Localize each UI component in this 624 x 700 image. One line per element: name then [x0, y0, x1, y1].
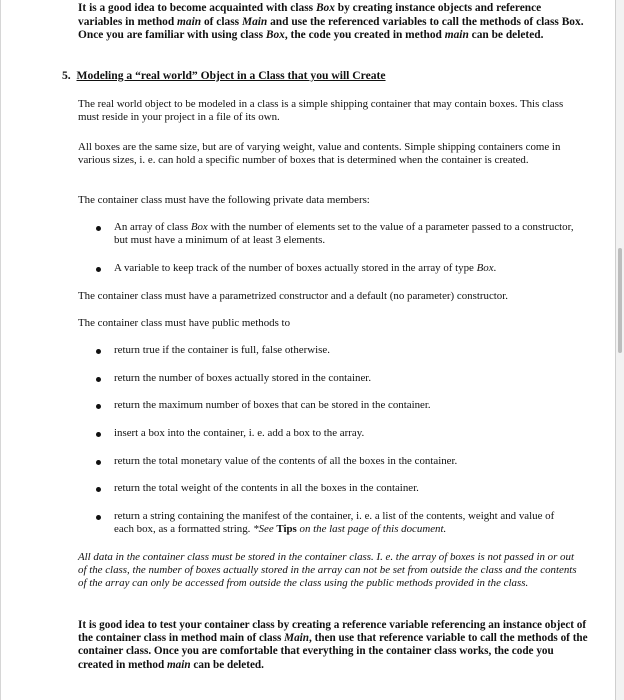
paragraph-boxes: All boxes are the same size, but are of varying weight, value and contents. Simple shipping containers come in various sizes, i. e. can hold a specific number of boxes that is determined when the container is created.	[78, 141, 561, 166]
bullet-dot	[96, 432, 101, 437]
method-max: return the maximum number of boxes that can be stored in the container.	[114, 399, 431, 411]
closing-paragraph: It is good idea to test your container class by creating a reference variable referencing an instance object of the container class in method main of class Main, then use that reference variable to call the methods of the container class. Once you are comfortable that everything in the container class works, the code you created in method main can be deleted.	[78, 619, 588, 671]
method-manifest: return a string containing the manifest of the container, i. e. a list of the contents, weight and value of each box, as a formatted string. *See Tips on the last page of this document.	[114, 510, 555, 535]
method-is-full: return true if the container is full, false otherwise.	[114, 344, 330, 356]
method-total-value: return the total monetary value of the contents of all the boxes in the container.	[114, 455, 458, 467]
intro-box-ref: Box	[315, 2, 335, 14]
paragraph-real-world: The real world object to be modeled in a class is a simple shipping container that may contain boxes. This class must reside in your project in a file of its own.	[78, 98, 564, 123]
intro-paragraph	[78, 2, 588, 43]
method-total-weight: return the total weight of the contents in all the boxes in the container.	[114, 482, 419, 494]
intro-text: , the code you created in method	[284, 29, 445, 42]
intro-box-ref: Box	[265, 29, 285, 42]
section-heading	[62, 69, 386, 83]
data-member-count: A variable to keep track of the number of boxes actually stored in the array of type Box.	[114, 262, 497, 274]
bullet-dot	[96, 226, 101, 231]
paragraph-data-members: The container class must have the following private data members:	[78, 194, 370, 206]
bullet-dot	[96, 460, 101, 465]
method-insert: insert a box into the container, i. e. add a box to the array.	[114, 427, 365, 439]
method-count: return the number of boxes actually stored in the container.	[114, 372, 372, 384]
bullet-dot	[96, 267, 101, 272]
intro-main-ref: main	[444, 29, 469, 42]
section-number: 5.	[62, 69, 71, 82]
bullet-dot	[96, 377, 101, 382]
intro-text: It is a good idea to become acquainted with class	[78, 2, 316, 14]
paragraph-constructors: The container class must have a parametrized constructor and a default (no parameter) constructor.	[78, 290, 508, 302]
bullet-dot	[96, 515, 101, 520]
intro-text: and use the referenced variables to call the methods of class Box. Once you are familiar with using class	[78, 15, 584, 42]
note-paragraph: All data in the container class must be stored in the container class. I. e. the array of boxes is not passed in or out of the class, the number of boxes actually stored in the array can not be set from outside the class and the contents of the array can only be accessed from outside the class using the public methods provided in the class.	[78, 551, 577, 589]
intro-text: of class	[201, 15, 242, 28]
intro-text: can be deleted.	[468, 29, 544, 42]
section-title: Modeling a “real world” Object in a Class that you will Create	[76, 69, 386, 82]
intro-main-class-ref: Main	[241, 15, 268, 28]
intro-text: by creating instance objects and reference variables in method	[78, 2, 542, 28]
bullet-dot	[96, 349, 101, 354]
intro-main-ref: main	[177, 15, 202, 28]
data-member-array: An array of class Box with the number of elements set to the value of a parameter passed to a constructor, but must have a minimum of at least 3 elements.	[114, 221, 574, 246]
paragraph-public-methods: The container class must have public methods to	[78, 317, 291, 329]
bullet-dot	[96, 404, 101, 409]
scrollbar-thumb[interactable]	[618, 248, 622, 353]
bullet-dot	[96, 487, 101, 492]
